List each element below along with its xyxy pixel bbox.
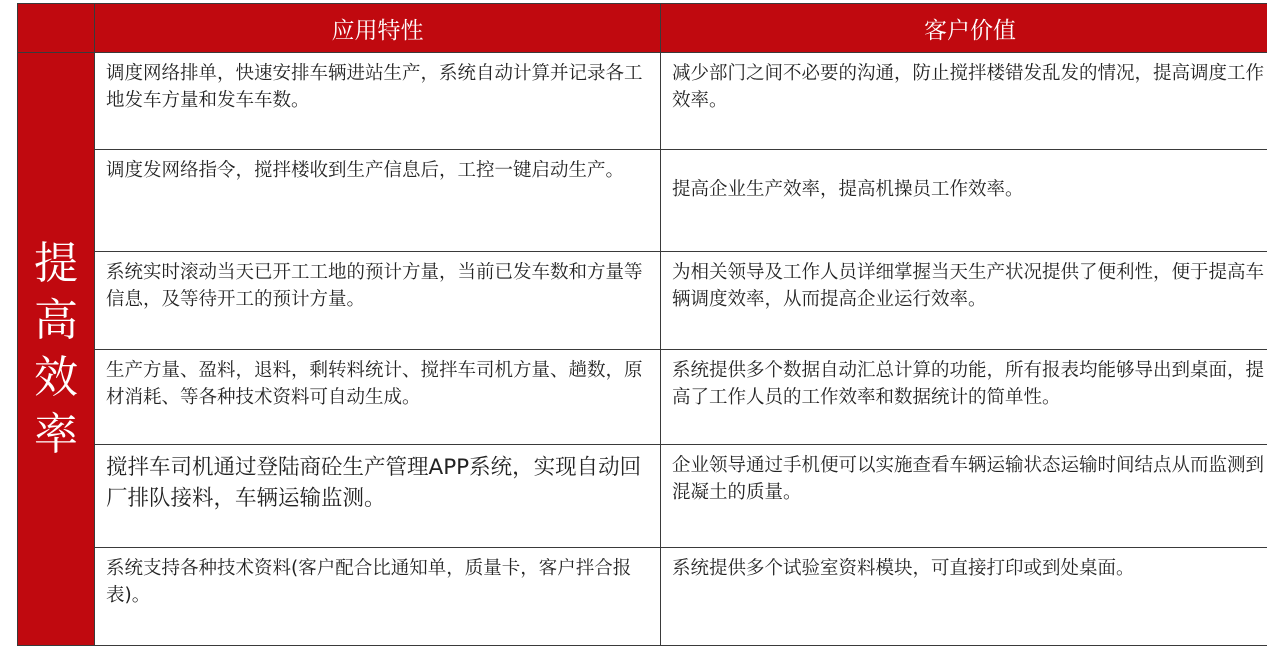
category-char: 效 bbox=[34, 352, 78, 403]
header-features: 应用特性 bbox=[95, 4, 661, 53]
feature-cell: 系统实时滚动当天已开工工地的预计方量，当前已发车数和方量等信息，及等待开工的预计方量。 bbox=[95, 252, 661, 350]
features-value-table bbox=[17, 3, 1267, 646]
feature-cell: 搅拌车司机通过登陆商砼生产管理APP系统，实现自动回厂排队接料，车辆运输监测。 bbox=[95, 445, 661, 548]
table-row bbox=[18, 445, 1267, 548]
feature-cell: 系统支持各种技术资料(客户配合比通知单，质量卡，客户拌合报表)。 bbox=[95, 548, 661, 646]
value-cell: 系统提供多个数据自动汇总计算的功能，所有报表均能够导出到桌面，提高了工作人员的工作效率和数据统计的简单性。 bbox=[661, 350, 1267, 445]
value-cell bbox=[661, 150, 1267, 252]
category-char: 提 bbox=[34, 237, 78, 289]
header-customer-value: 客户价值 bbox=[661, 4, 1267, 53]
feature-cell: 调度网络排单，快速安排车辆进站生产，系统自动计算并记录各工地发车方量和发车车数。 bbox=[95, 53, 661, 150]
feature-cell: 生产方量、盈料，退料，剩转料统计、搅拌车司机方量、趟数，原材消耗、等各种技术资料可自动生成。 bbox=[95, 350, 661, 445]
value-cell: 企业领导通过手机便可以实施查看车辆运输状态运输时间结点从而监测到混凝土的质量。 bbox=[661, 445, 1267, 548]
feature-cell: 调度发网络指令，搅拌楼收到生产信息后，工控一键启动生产。 bbox=[95, 150, 661, 252]
table-row bbox=[18, 350, 1267, 445]
value-cell: 为相关领导及工作人员详细掌握当天生产状况提供了便利性，便于提高车辆调度效率，从而提高企业运行效率。 bbox=[661, 252, 1267, 350]
header-row bbox=[18, 4, 1267, 53]
table-row bbox=[18, 252, 1267, 350]
category-char: 高 bbox=[34, 294, 78, 346]
value-cell: 系统提供多个试验室资料模块，可直接打印或到处桌面。 bbox=[661, 548, 1267, 646]
category-char: 率 bbox=[34, 409, 78, 461]
table-row bbox=[18, 53, 1267, 150]
table-row bbox=[18, 150, 1267, 252]
value-text: 提高企业生产效率，提高机操员工作效率。 bbox=[672, 179, 1024, 201]
value-cell: 减少部门之间不必要的沟通，防止搅拌楼错发乱发的情况，提高调度工作效率。 bbox=[661, 53, 1267, 150]
category-label bbox=[18, 53, 95, 646]
header-corner bbox=[18, 4, 95, 53]
table-row bbox=[18, 548, 1267, 646]
